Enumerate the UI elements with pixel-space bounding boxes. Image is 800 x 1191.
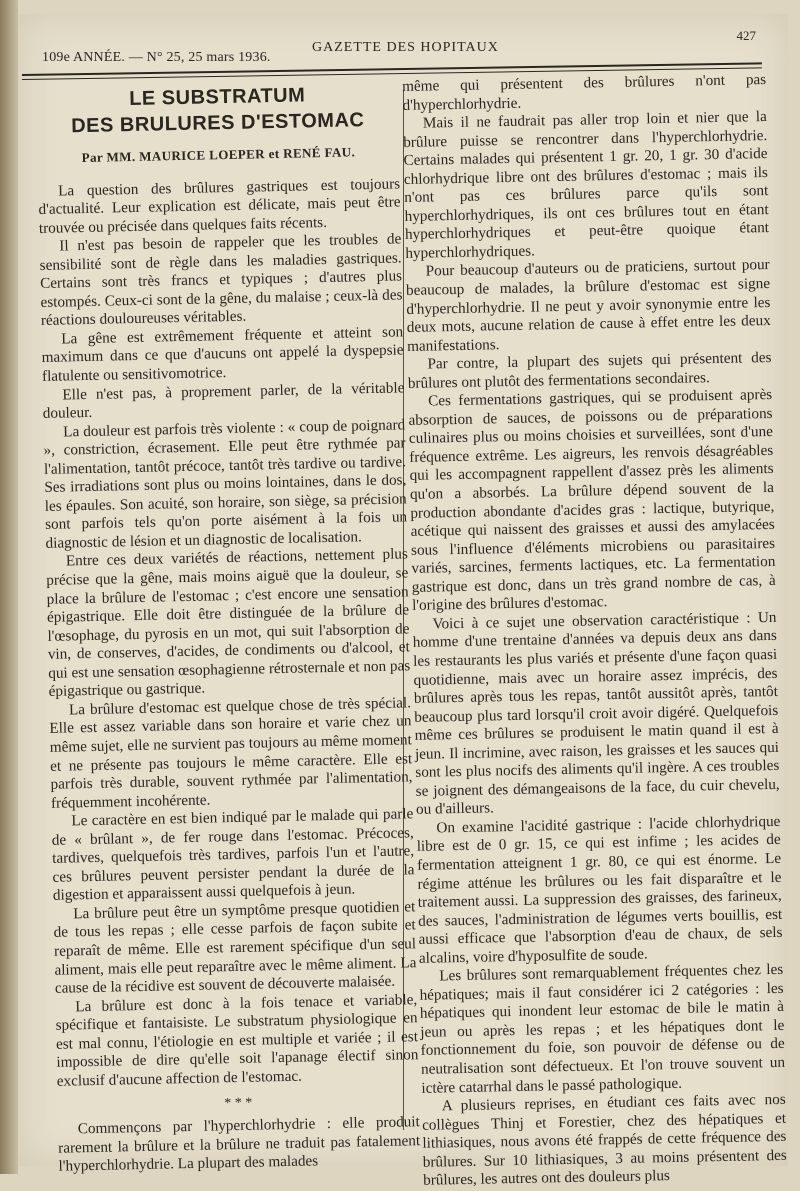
paragraph: On examine l'acidité gastrique : l'acide chlorhydrique libre est de 0 gr. 15, ce qui est infime ; les acides de fermentation atteignent 1 gr. 80, ce qui est énorme. Le régime atténue les brûlures ou les fait disparaître et le traitement aussi. La suppression des graisses, des farineux, des sauces, l'administration de légumes verts bouillis, est aussi efficace que l'absorption d'eau de chaux, de sels alcalins, voire d'hyposulfite de soude. bbox=[416, 812, 783, 967]
paragraph: Ces fermentations gastriques, qui se produisent après absorption de sauces, de poissons ou de préparations culinaires plus ou moins choisies et surveillées, sont d'une fréquence extrême. Les aigreurs, les renvois désagréables qui les accompagnent rappellent d'assez près les aliments qu'on a absorbés. La brûlure dépend souvent de la production abondante d'acides gras : lactique, butyrique, acétique qui naissent des graisses et aussi des amylacées sous l'influence d'éléments microbiens ou parasitaires variés, sarcines, ferments lactiques, etc. La fermentation gastrique est donc, dans un très grand nombre de cas, à l'origine des brûlures d'estomac. bbox=[408, 386, 776, 615]
paragraph: Les brûlures sont remarquablement fréquentes chez les hépatiques; mais il faut considérer ici 2 catégories : les hépatiques qui inondent leur estomac de bile le matin à jeun ou après les repas ; et les hépatiques dont le fonctionnement du foie, son pouvoir de défense ou de neutralisation sont défectueux. Et l'on trouve souvent un ictère catarrhal dans le passé pathologique. bbox=[419, 961, 786, 1097]
paragraph: Par contre, la plupart des sujets qui présentent des brûlures ont plutôt des fermentations secondaires. bbox=[407, 349, 772, 392]
paragraph: La douleur est parfois très violente : « coup de poignard », constriction, écrasement. Elle peut être rythmée par l'alimentation, tantôt précoce, tantôt très tardive ou tardive. Ses irradiations sont plus ou moins lointaines, dans le dos, les épaules. Son acuité, son horaire, son siège, sa précision sont parfois tels qu'on porte aisément à la fois un diagnostic de lésion et un diagnostic de localisation. bbox=[43, 416, 408, 552]
page-header bbox=[22, 24, 762, 70]
paragraph: Voici à ce sujet une observation caractéristique : Un homme d'une trentaine d'années va depuis deux ans dans les restaurants les plus variés et présente d'une façon quasi quotidienne, mais avec un horaire assez imprécis, des brûlures après tous les repas, tantôt aussitôt après, tantôt beaucoup plus tard lorsqu'il croit avoir digéré. Quelquefois même ces brûlures se produisent le matin quand il est à jeun. Il incrimine, avec raison, les graisses et les sauces qui sont les plus nocifs des aliments qu'il ingère. A ces troubles se joignent des démangeaisons de la face, du cuir chevelu, ou d'ailleurs. bbox=[412, 608, 780, 819]
edition-info: 109e ANNÉE. — N° 25, 25 mars 1936. bbox=[42, 50, 271, 65]
paragraph: Mais il ne faudrait pas aller trop loin et nier que la brûlure puisse se rencontrer dans l'hyperchlorhydrie. Certains malades qui présentent 1 gr. 20, 1 gr. 30 d'acide chlorhydrique libre ont des brûlures d'estomac ; mais ils n'ont pas ces brûlures parce qu'ils sont hyperchlorhydriques, ils ont ces brûlures tout en étant hyperchlorhydriques et peut-être quoique étant hyperchlorhydriques. bbox=[403, 108, 770, 262]
paragraph: La brûlure est donc à la fois tenace et variable, spécifique et fantaisiste. Le substratum physiologique en est mal connu, l'étiologie en est multiple et variée ; il est impossible de dire qu'elle soit l'apanage électif sinon exclusif d'aucune affection de l'estomac. bbox=[55, 990, 419, 1090]
right-column bbox=[402, 71, 787, 1191]
title-line-1: LE SUBSTRATUM bbox=[128, 84, 306, 111]
paragraph: Pour beaucoup d'auteurs ou de praticiens, surtout pour beaucoup de malades, la brûlure d'estomac est signe d'hyperchlorhydrie. Il ne peut y avoir synonymie entre les deux mots, aucune relation de cause à effet entre les deux manifestations. bbox=[405, 256, 771, 355]
paragraph: Entre ces deux variétés de réactions, nettement plus précise que la gêne, mais moins aiguë que la douleur, se place la brûlure de l'estomac ; c'est encore une sensation épigastrique. Elle doit être distinguée de la brûlure de l'œsophage, du pyrosis en un mot, qui suit l'absorption de vin, de conserves, d'acides, de condiments ou d'alcool, et qui est une sensation œsophagienne rétrosternale et non pas épigastrique ou gastrique. bbox=[46, 545, 411, 701]
book-binding-edge bbox=[0, 0, 18, 1174]
paragraph: La brûlure peut être un symptôme presque quotidien et de tous les repas ; elle cesse parfois de façon subite et reparaît de même. Elle est rarement spécifique d'un seul aliment, mais elle peut reparaître avec le même aliment. La cause de la récidive est souvent de découverte malaisée. bbox=[53, 898, 417, 997]
paragraph: A plusieurs reprises, en étudiant ces faits avec nos collègues Thinj et Forestier, chez des hépatiques et lithiasiques, nous avons été frappés de cette fréquence des brûlures. Sur 10 lithiasiques, 3 au moins présentent des brûlures, les autres ont des douleurs plus bbox=[421, 1090, 787, 1190]
title-line-2: DES BRULURES D'ESTOMAC bbox=[70, 109, 365, 138]
article-title bbox=[36, 80, 399, 140]
paragraph: même qui présentent des brûlures n'ont pas d'hyperchlorhydrie. bbox=[402, 71, 767, 114]
left-column bbox=[36, 80, 421, 1176]
paragraph: Il n'est pas besoin de rappeler que les troubles de sensibilité sont de règle dans les maladies gastriques. Certains sont très francs et typiques ; d'autres plus estompés. Ceux-ci sont de la gêne, du malaise ; ceux-là des réactions douloureuses véritables. bbox=[39, 230, 403, 330]
journal-name: GAZETTE DES HOPITAUX bbox=[312, 40, 499, 55]
paragraph: Le caractère en est bien indiqué par le malade qui parle de « brûlant », de fer rouge dans l'estomac. Précoces, tardives, quelquefois très tardives, parfois l'un et l'autre, ces brûlures peuvent persister pendant la durée de la digestion et apparaissent aussi quelquefois à jeun. bbox=[51, 805, 415, 905]
section-separator: * * * bbox=[224, 1096, 253, 1112]
page-number: 427 bbox=[736, 28, 756, 43]
paragraph: La gêne est extrêmement fréquente et atteint son maximum dans ce que d'aucuns ont appelé la dyspepsie flatulente ou sensitivomotrice. bbox=[41, 323, 404, 385]
paragraph: Elle n'est pas, à proprement parler, de la véritable douleur. bbox=[42, 378, 405, 423]
paragraph: Commençons par l'hyperchlorhydrie : elle produit rarement la brûlure et la brûlure ne traduit pas fatalement l'hyperchlorhydrie. La plupart des malades bbox=[58, 1113, 421, 1176]
article-author: Par MM. MAURICE LOEPER et RENÉ FAU. bbox=[81, 144, 356, 166]
paragraph: La brûlure d'estomac est quelque chose de très spécial. Elle est assez variable dans son horaire et varie chez un même sujet, elle ne survient pas toujours au même moment et ne présente pas toujours le même caractère. Elle est parfois très durable, souvent rythmée par l'alimentation, fréquemment incohérente. bbox=[49, 694, 413, 812]
paragraph: La question des brûlures gastriques est toujours d'actualité. Leur explication est délicate, mais peut être trouvée ou précisée dans quelques faits récents. bbox=[38, 174, 401, 237]
